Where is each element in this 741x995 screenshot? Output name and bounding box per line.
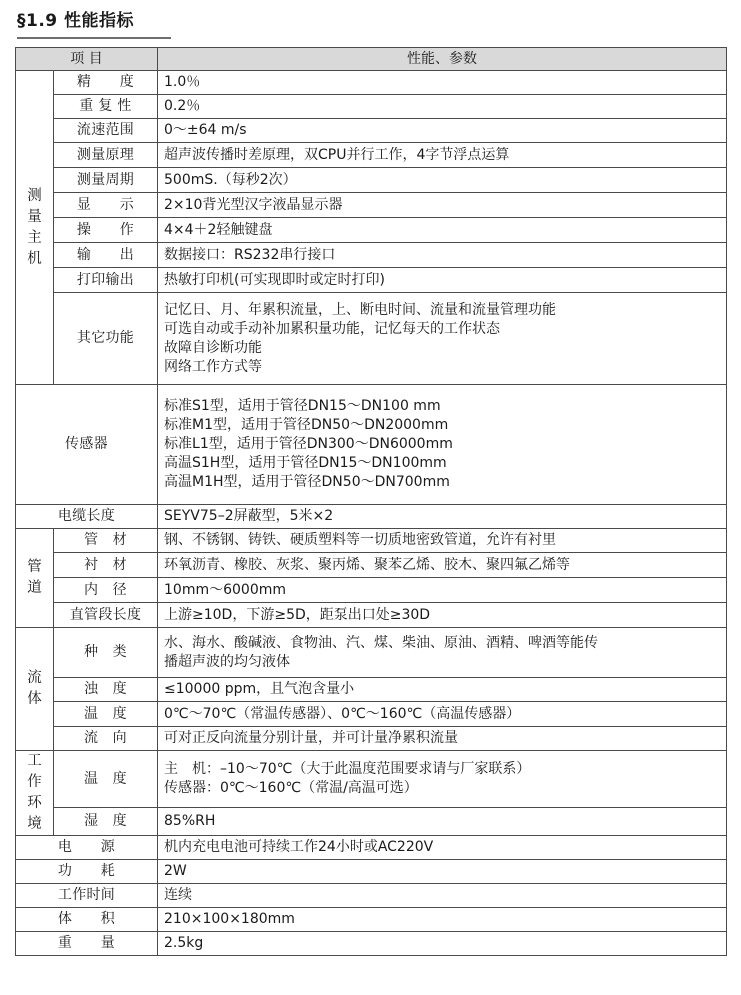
row-value: 1.0％	[158, 71, 727, 95]
section-title: §1.9 性能指标	[17, 6, 171, 39]
value-line: 高温M1H型，适用于管径DN50～DN700mm	[164, 474, 450, 490]
table-row	[16, 529, 727, 553]
header-item: 项 目	[16, 48, 158, 71]
header-spec: 性能、参数	[158, 48, 727, 71]
row-value: 数据接口：RS232串行接口	[158, 243, 727, 268]
row-item: 温 度	[54, 751, 158, 808]
value-line: 标准S1型，适用于管径DN15～DN100 mm	[164, 398, 441, 414]
row-value: 2×10背光型汉字液晶显示器	[158, 193, 727, 218]
row-value: 2.5kg	[158, 932, 727, 956]
row-value-multiline	[158, 293, 727, 385]
table-row	[16, 860, 727, 884]
table-row	[16, 751, 727, 808]
performance-spec-table	[15, 47, 727, 956]
table-row	[16, 727, 727, 751]
row-item: 精 度	[54, 71, 158, 95]
row-item: 体 积	[16, 908, 158, 932]
table-row	[16, 603, 727, 628]
row-value: 环氧沥青、橡胶、灰浆、聚丙烯、聚苯乙烯、胶木、聚四氟乙烯等	[158, 553, 727, 578]
row-value: 4×4＋2轻触键盘	[158, 218, 727, 243]
row-item: 功 耗	[16, 860, 158, 884]
row-item: 测量周期	[54, 168, 158, 193]
table-row	[16, 243, 727, 268]
row-item-cable: 电缆长度	[16, 505, 158, 529]
row-value: 2W	[158, 860, 727, 884]
table-row	[16, 218, 727, 243]
row-value-multiline	[158, 385, 727, 505]
table-row	[16, 702, 727, 727]
row-value: 500mS.（每秒2次）	[158, 168, 727, 193]
table-row	[16, 808, 727, 836]
row-item: 流速范围	[54, 119, 158, 143]
table-row	[16, 95, 727, 119]
category-environment: 工作环境	[16, 751, 54, 836]
table-row	[16, 836, 727, 860]
table-row	[16, 71, 727, 95]
table-row	[16, 884, 727, 908]
value-line: 标准L1型，适用于管径DN300～DN6000mm	[164, 436, 453, 452]
table-header-row	[16, 48, 727, 71]
table-row	[16, 908, 727, 932]
row-value: 机内充电电池可持续工作24小时或AC220V	[158, 836, 727, 860]
row-value: 可对正反向流量分别计量，并可计量净累积流量	[158, 727, 727, 751]
value-line: 记忆日、月、年累积流量，上、断电时间、流量和流量管理功能	[164, 301, 557, 318]
row-item: 管 材	[54, 529, 158, 553]
row-item: 操 作	[54, 218, 158, 243]
row-value: 0.2％	[158, 95, 727, 119]
row-item: 浊 度	[54, 678, 158, 702]
row-value: ≤10000 ppm，且气泡含量小	[158, 678, 727, 702]
table-row	[16, 932, 727, 956]
row-item: 显 示	[54, 193, 158, 218]
row-value: 热敏打印机(可实现即时或定时打印)	[158, 268, 727, 293]
category-main-unit: 测量主机	[16, 71, 54, 385]
table-row	[16, 268, 727, 293]
row-item: 温 度	[54, 702, 158, 727]
value-line: 标准M1型，适用于管径DN50～DN2000mm	[164, 417, 449, 433]
table-row	[16, 505, 727, 529]
row-item-sensor: 传感器	[16, 385, 158, 505]
row-value: 85%RH	[158, 808, 727, 836]
row-value: 超声波传播时差原理，双CPU并行工作，4字节浮点运算	[158, 143, 727, 168]
row-item: 衬 材	[54, 553, 158, 578]
row-value-multiline	[158, 751, 727, 808]
value-line: 故障自诊断功能	[164, 339, 263, 356]
row-item: 其它功能	[54, 293, 158, 385]
value-line: 可选自动或手动补加累积量功能，记忆每天的工作状态	[164, 320, 501, 337]
row-item: 内 径	[54, 578, 158, 603]
value-line: 网络工作方式等	[164, 358, 263, 375]
row-item: 电 源	[16, 836, 158, 860]
row-item: 流 向	[54, 727, 158, 751]
category-pipe: 管道	[16, 529, 54, 628]
value-line: 水、海水、酸碱液、食物油、汽、煤、柴油、原油、酒精、啤酒等能传	[164, 634, 599, 651]
table-row	[16, 553, 727, 578]
row-value: 钢、不锈钢、铸铁、硬质塑料等一切质地密致管道，允许有衬里	[158, 529, 727, 553]
row-value: 0～±64 m/s	[158, 119, 727, 143]
value-line: 高温S1H型，适用于管径DN15～DN100mm	[164, 455, 447, 471]
row-item: 打印输出	[54, 268, 158, 293]
row-value: 210×100×180mm	[158, 908, 727, 932]
table-row	[16, 678, 727, 702]
row-value: 上游≥10D，下游≥5D，距泵出口处≥30D	[158, 603, 727, 628]
row-item: 重 复 性	[54, 95, 158, 119]
category-fluid: 流体	[16, 628, 54, 751]
table-row	[16, 193, 727, 218]
row-item: 湿 度	[54, 808, 158, 836]
row-item: 工作时间	[16, 884, 158, 908]
table-row	[16, 385, 727, 505]
table-row	[16, 628, 727, 678]
value-line: 主 机：–10～70℃（大于此温度范围要求请与厂家联系）	[164, 761, 531, 778]
row-value: 0℃～70℃（常温传感器）、0℃～160℃（高温传感器）	[158, 702, 727, 727]
value-line: 播超声波的均匀液体	[164, 653, 291, 670]
table-row	[16, 119, 727, 143]
row-value-multiline	[158, 628, 727, 678]
row-item: 重 量	[16, 932, 158, 956]
row-item: 直管段长度	[54, 603, 158, 628]
row-item: 种 类	[54, 628, 158, 678]
table-row	[16, 168, 727, 193]
row-value: SEYV75–2屏蔽型，5米×2	[158, 505, 727, 529]
table-row	[16, 578, 727, 603]
value-line: 传感器：0℃～160℃（常温/高温可选）	[164, 780, 418, 797]
row-value: 10mm～6000mm	[158, 578, 727, 603]
row-item: 输 出	[54, 243, 158, 268]
row-item: 测量原理	[54, 143, 158, 168]
table-row	[16, 293, 727, 385]
table-row	[16, 143, 727, 168]
row-value: 连续	[158, 884, 727, 908]
